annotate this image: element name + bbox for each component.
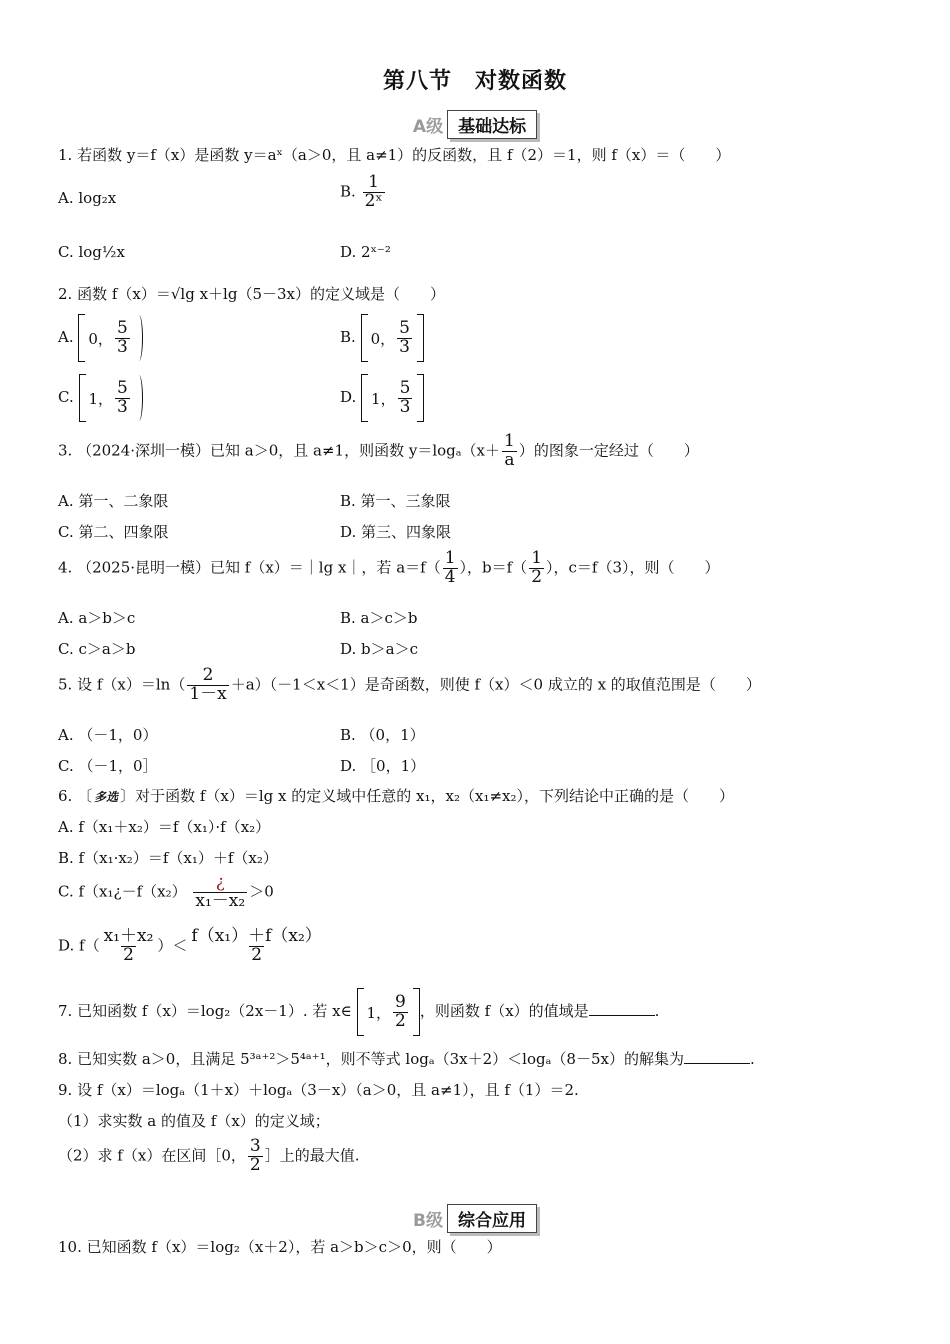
interval-closed bbox=[361, 374, 424, 422]
right-paren bbox=[135, 315, 143, 361]
left-bracket bbox=[78, 314, 85, 362]
q3-option-c: C. 第二、四象限 bbox=[58, 523, 169, 541]
page-title: 第八节 对数函数 bbox=[382, 69, 567, 94]
q1-option-c: C. log½x bbox=[58, 243, 125, 261]
q3-option-a: A. 第一、二象限 bbox=[58, 492, 169, 510]
question-9-stem: 9. 设 f（x）＝logₐ（1＋x）＋logₐ（3－x）（a＞0，且 a≠1），且 f（1）＝2. bbox=[58, 1081, 579, 1099]
fraction-denominator: 2 bbox=[531, 566, 543, 587]
level-a-tag: A级 bbox=[412, 117, 444, 137]
right-bracket bbox=[417, 374, 424, 422]
q5-option-a: A. （－1，0） bbox=[58, 726, 158, 744]
question-4-stem bbox=[58, 550, 720, 587]
q2-option-d bbox=[340, 374, 424, 422]
question-9-part-2 bbox=[58, 1138, 359, 1175]
interval-closed bbox=[361, 314, 424, 362]
question-8-stem bbox=[58, 1048, 755, 1069]
option-label: C. bbox=[58, 882, 74, 901]
fraction-denominator: 2 bbox=[395, 1010, 406, 1031]
q2-option-b bbox=[340, 314, 424, 362]
q4-option-a: A. a＞b＞c bbox=[58, 609, 136, 627]
option-label: B. bbox=[340, 328, 356, 346]
q3-stem-post: ）的图象一定经过（ ） bbox=[518, 441, 699, 460]
q2-option-c bbox=[58, 374, 143, 422]
q7-stem-post: ，则函数 f（x）的值域是 bbox=[419, 1002, 589, 1020]
q1-option-a: A. log₂x bbox=[58, 189, 117, 207]
fraction-numerator: 5 bbox=[399, 317, 410, 338]
option-label: A. bbox=[58, 328, 74, 346]
q5-stem-post: ＋a）（－1＜x＜1）是奇函数，则使 f（x）＜0 成立的 x 的取值范围是（ ） bbox=[230, 675, 761, 694]
q4-option-c: C. c＞a＞b bbox=[58, 640, 136, 658]
level-a-label: 基础达标 bbox=[447, 110, 537, 139]
fraction-numerator: 2 bbox=[202, 665, 214, 685]
fraction-numerator: 9 bbox=[395, 991, 406, 1012]
fraction-denominator: 2 bbox=[251, 944, 263, 965]
q3-option-b: B. 第一、三象限 bbox=[340, 492, 451, 510]
level-b-header bbox=[0, 1204, 950, 1232]
fraction-denominator: a bbox=[504, 449, 515, 470]
q6-option-d bbox=[58, 928, 326, 965]
fraction-numerator: 1 bbox=[531, 548, 543, 568]
fraction-denominator: 2ˣ bbox=[364, 190, 383, 211]
q6-c-expression: f（x₁¿－f（x₂） bbox=[78, 882, 187, 901]
interval-closed bbox=[357, 988, 420, 1036]
q8-end: . bbox=[749, 1050, 755, 1068]
q6-c-post: ＞0 bbox=[249, 882, 274, 901]
question-7-stem bbox=[58, 988, 659, 1036]
fraction-numerator: 5 bbox=[116, 317, 128, 338]
q7-stem-pre: 7. 已知函数 f（x）＝log₂（2x－1）. 若 x∈ bbox=[58, 1002, 352, 1020]
question-3-stem bbox=[58, 433, 699, 470]
interval-left-value: 1， bbox=[366, 1003, 392, 1022]
q9-part2-post: ］上的最大值. bbox=[264, 1146, 360, 1165]
fraction-denominator: 3 bbox=[117, 396, 128, 417]
q6-stem-post: 〕对于函数 f（x）＝lg x 的定义域中任意的 x₁，x₂（x₁≠x₂），下列结论中正确的是（ ） bbox=[120, 787, 735, 805]
q6-stem-pre: 6. 〔 bbox=[58, 787, 93, 805]
right-bracket bbox=[417, 314, 424, 362]
q4-stem-pre: 4. （2025·昆明一模）已知 f（x）＝｜lg x｜，若 a＝f（ bbox=[58, 558, 441, 577]
option-label: D. bbox=[340, 388, 357, 406]
answer-blank[interactable] bbox=[684, 1051, 750, 1064]
question-9-part-1: （1）求实数 a 的值及 f（x）的定义域； bbox=[58, 1112, 330, 1130]
left-bracket bbox=[361, 314, 368, 362]
left-bracket bbox=[361, 374, 368, 422]
fraction-numerator: 1 bbox=[368, 172, 379, 192]
fraction-denominator: x₁－x₂ bbox=[195, 890, 246, 911]
question-2-stem: 2. 函数 f（x）＝√lg x＋lg（5－3x）的定义域是（ ） bbox=[58, 285, 445, 303]
q5-option-d: D. ［0，1） bbox=[340, 757, 426, 775]
interval-left-value: 0， bbox=[370, 329, 396, 348]
q1-option-b bbox=[340, 174, 387, 211]
q6-option-a: A. f（x₁＋x₂）＝f（x₁）·f（x₂） bbox=[58, 818, 271, 836]
interval-left-value: 1， bbox=[371, 389, 396, 408]
fraction-denominator: 2 bbox=[123, 944, 134, 965]
q5-option-b: B. （0，1） bbox=[340, 726, 425, 744]
q8-stem-text: 8. 已知实数 a＞0，且满足 5³ᵃ⁺²＞5⁴ᵃ⁺¹，则不等式 logₐ（3x＋2）＜logₐ（8－5x）的解集为 bbox=[58, 1050, 684, 1068]
fraction-denominator: 2 bbox=[249, 1154, 261, 1175]
multi-select-tag: 多选 bbox=[94, 790, 119, 804]
q3-stem-pre: 3. （2024·深圳一模）已知 a＞0，且 a≠1，则函数 y＝logₐ（x＋ bbox=[58, 441, 501, 460]
q4-option-d: D. b＞a＞c bbox=[340, 640, 418, 658]
q5-option-c: C. （－1，0］ bbox=[58, 757, 158, 775]
q1-option-b-fraction bbox=[363, 174, 385, 211]
q5-stem-pre: 5. 设 f（x）＝ln（ bbox=[58, 675, 186, 694]
question-1-stem: 1. 若函数 y＝f（x）是函数 y＝aˣ（a＞0，且 a≠1）的反函数，且 f（2）＝1，则 f（x）＝（ ） bbox=[58, 146, 731, 164]
q6-option-c bbox=[58, 874, 274, 911]
q4-stem-post: ），c＝f（3），则（ ） bbox=[546, 558, 720, 577]
q3-option-d: D. 第三、四象限 bbox=[340, 523, 452, 541]
q6-option-b: B. f（x₁·x₂）＝f（x₁）＋f（x₂） bbox=[58, 849, 278, 867]
q2-option-a bbox=[58, 314, 143, 362]
q4-stem-mid: ），b＝f（ bbox=[459, 558, 528, 577]
fraction-numerator: ¿ bbox=[215, 872, 225, 892]
level-b-label: 综合应用 bbox=[447, 1204, 537, 1233]
fraction-denominator: 3 bbox=[399, 396, 411, 417]
fraction-numerator: f（x₁）＋f（x₂） bbox=[191, 926, 322, 946]
interval-left-value: 0， bbox=[88, 329, 113, 348]
q6-d-mid: ）＜ bbox=[157, 936, 188, 955]
left-bracket bbox=[79, 374, 86, 422]
q1-option-b-label: B. bbox=[340, 182, 356, 201]
fraction-numerator: 5 bbox=[399, 377, 411, 398]
fraction-numerator: 5 bbox=[117, 377, 128, 398]
fraction-numerator: 3 bbox=[249, 1136, 261, 1156]
option-label: C. bbox=[58, 388, 74, 406]
fraction-denominator: 1－x bbox=[189, 683, 227, 704]
fraction-numerator: 1 bbox=[504, 431, 515, 451]
q9-part2-pre: （2）求 f（x）在区间［0， bbox=[58, 1146, 246, 1165]
q4-option-b: B. a＞c＞b bbox=[340, 609, 418, 627]
level-a-header bbox=[0, 110, 950, 138]
question-6-stem bbox=[58, 785, 734, 806]
interval-closed-open bbox=[78, 314, 142, 362]
fraction-numerator: x₁＋x₂ bbox=[103, 926, 154, 946]
q1-option-d: D. 2ˣ⁻² bbox=[340, 243, 391, 261]
right-bracket bbox=[413, 988, 420, 1036]
fraction-numerator: 1 bbox=[444, 548, 456, 568]
fraction-denominator: 3 bbox=[116, 336, 128, 357]
interval-closed-open bbox=[79, 374, 143, 422]
answer-blank[interactable] bbox=[589, 1003, 655, 1016]
right-paren bbox=[135, 375, 143, 421]
fraction-denominator: 4 bbox=[444, 566, 456, 587]
q7-end: . bbox=[654, 1002, 660, 1020]
interval-left-value: 1， bbox=[88, 389, 114, 408]
question-5-stem bbox=[58, 667, 761, 704]
level-b-tag: B级 bbox=[413, 1211, 443, 1231]
fraction-denominator: 3 bbox=[399, 336, 410, 357]
left-bracket bbox=[357, 988, 364, 1036]
option-label: D. f（ bbox=[58, 936, 100, 955]
question-10-stem: 10. 已知函数 f（x）＝log₂（x＋2），若 a＞b＞c＞0，则（ ） bbox=[58, 1238, 502, 1256]
